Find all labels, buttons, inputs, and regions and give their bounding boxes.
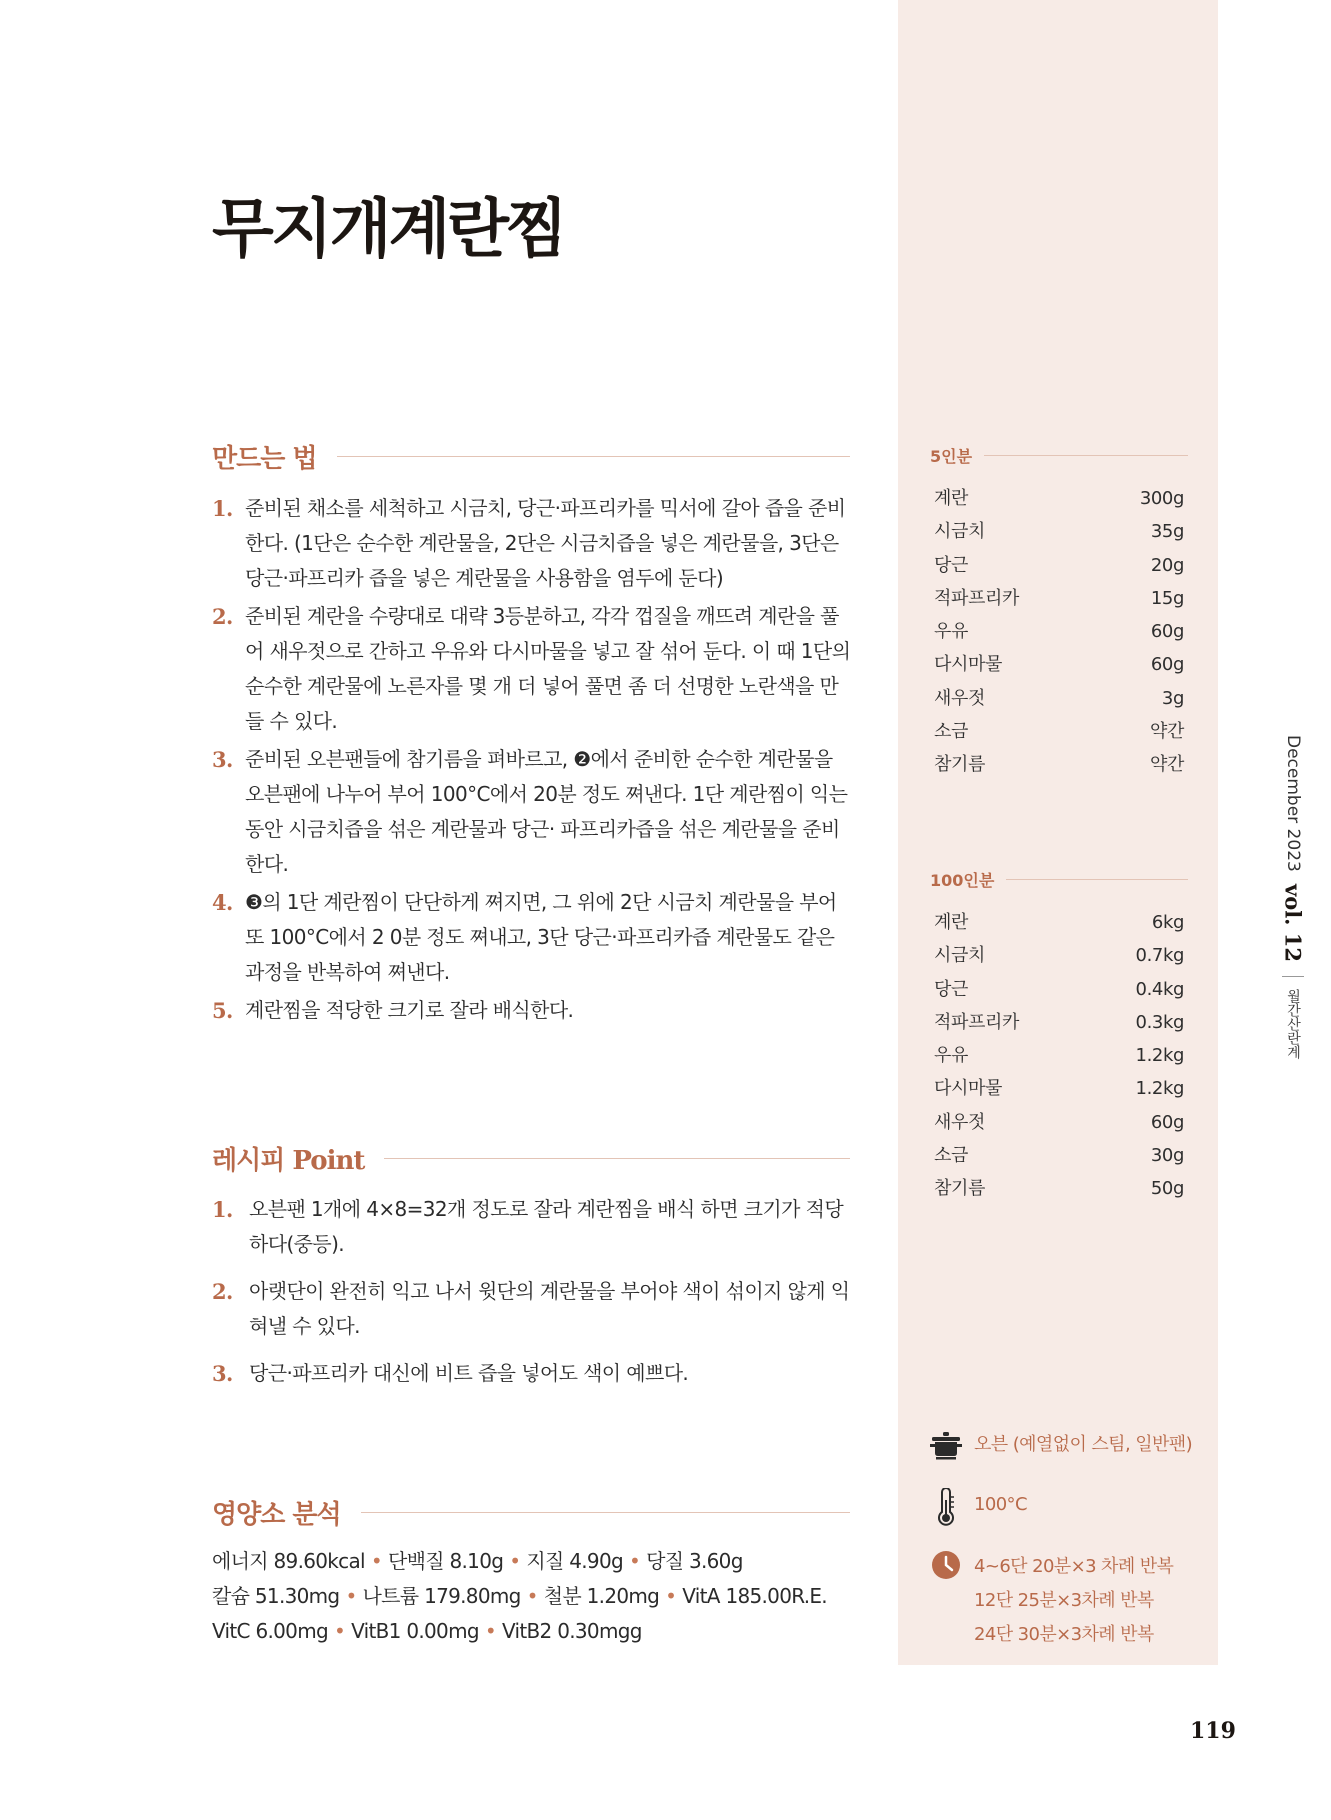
ingredient-name: 시금치 — [934, 945, 985, 967]
ingredient-amount: 15g — [1150, 587, 1184, 609]
ingredient-row — [934, 715, 1184, 748]
serving100-heading: 100인분 — [930, 871, 995, 890]
ingredient-amount: 6kg — [1151, 912, 1184, 933]
ingredient-row — [934, 582, 1184, 615]
point-list — [212, 1192, 852, 1403]
ingredient-row — [934, 1106, 1184, 1139]
method-steps-list — [212, 491, 852, 1031]
ingredient-name: 계란 — [934, 488, 968, 509]
ingredient-row — [934, 1039, 1184, 1072]
item-text: 오븐팬 1개에 4×8=32개 정도로 잘라 계란찜을 배식 하면 크기가 적당하다(중등). — [249, 1197, 844, 1256]
ingredient-row — [934, 648, 1184, 681]
ingredient-name: 다시마물 — [934, 654, 1002, 676]
method-heading: 만드는 법 — [212, 443, 317, 474]
serving100-ingredient-list — [934, 906, 1184, 1206]
recipe-title: 무지개계란찜 — [212, 192, 565, 267]
item-text: ❸의 1단 계란찜이 단단하게 쪄지면, 그 위에 2단 시금치 계란물을 부어 또 100°C에서 2 0분 정도 쪄내고, 3단 당근·파프리카즙 계란물도 같은 과정을 반복하여 쪄낸다. — [245, 890, 837, 984]
ingredient-amount: 1.2kg — [1135, 1078, 1184, 1100]
divider — [361, 1512, 850, 1513]
item-number: 3. — [212, 747, 233, 772]
item-text: 당근·파프리카 대신에 비트 즙을 넣어도 색이 예쁘다. — [249, 1361, 689, 1385]
issue-tag — [1278, 735, 1308, 1059]
item-number: 3. — [212, 1361, 233, 1386]
issue-month-year: December 2023 — [1283, 735, 1303, 872]
item-number: 5. — [212, 998, 233, 1023]
ingredient-row — [934, 973, 1184, 1006]
item-text: 준비된 오븐팬들에 참기름을 펴바르고, ❷에서 준비한 순수한 계란물을 오븐팬에 나누어 부어 100°C에서 20분 정도 쪄낸다. 1단 계란찜이 익는 동안 시금치즙을 섞은 계란물과 당근· 파프리카즙을 섞은 계란물을 준비한다. — [245, 747, 848, 876]
list-item — [212, 1192, 852, 1262]
item-number: 1. — [212, 1197, 233, 1222]
divider — [1282, 976, 1304, 977]
ingredient-row — [934, 615, 1184, 648]
divider — [1006, 879, 1188, 880]
page-number: 119 — [1190, 1718, 1236, 1744]
ingredient-amount: 300g — [1139, 488, 1184, 509]
item-number: 2. — [212, 604, 233, 629]
item-text: 아랫단이 완전히 익고 나서 윗단의 계란물을 부어야 색이 섞이지 않게 익혀낼 수 있다. — [249, 1279, 850, 1338]
list-item — [212, 885, 852, 990]
bullet-separator: • — [345, 1584, 357, 1608]
ingredient-row — [934, 549, 1184, 582]
method-section-header — [212, 436, 850, 476]
magazine-name: 월간산란계 — [1285, 988, 1301, 1059]
ingredient-amount: 60g — [1150, 621, 1184, 643]
temperature-row — [930, 1488, 1027, 1528]
ingredient-row — [934, 1139, 1184, 1172]
nutrition-line — [212, 1614, 872, 1649]
nutrition-facts — [212, 1544, 872, 1649]
ingredient-amount: 60g — [1150, 1111, 1184, 1133]
ingredient-name: 참기름 — [934, 754, 985, 776]
nutrition-section-header — [212, 1492, 850, 1532]
time-line: 12단 25분×3차례 반복 — [974, 1590, 1154, 1611]
nutrient-value: 칼슘 51.30mg — [212, 1584, 340, 1608]
point-section-header — [212, 1138, 850, 1178]
ingredient-amount: 약간 — [1150, 754, 1184, 776]
ingredient-amount: 약간 — [1150, 721, 1184, 743]
ingredient-row — [934, 1006, 1184, 1039]
item-text: 준비된 계란을 수량대로 대략 3등분하고, 각각 껍질을 깨뜨려 계란을 풀어 새우젓으로 간하고 우유와 다시마물을 넣고 잘 섞어 둔다. 이 때 1단의 순수한 계란물에 노른자를 몇 개 더 넣어 풀면 좀 더 선명한 노란색을 만들 수 있다. — [245, 604, 851, 733]
ingredient-amount: 35g — [1150, 521, 1184, 543]
item-number: 2. — [212, 1279, 233, 1304]
nutrition-line — [212, 1544, 872, 1579]
issue-volume: vol. 12 — [1280, 883, 1306, 962]
ingredient-name: 적파프리카 — [934, 587, 1019, 609]
ingredient-row — [934, 906, 1184, 939]
item-text: 계란찜을 적당한 크기로 잘라 배식한다. — [245, 998, 574, 1022]
time-line: 24단 30분×3차례 반복 — [974, 1624, 1154, 1645]
ingredient-amount: 3g — [1161, 687, 1184, 709]
item-text: 준비된 채소를 세척하고 시금치, 당근·파프리카를 믹서에 갈아 즙을 준비한다. (1단은 순수한 계란물을, 2단은 시금치즙을 넣은 계란물을, 3단은 당근·파프리카 즙을 넣은 계란물을 사용함을 염두에 둔다) — [245, 496, 846, 590]
ingredient-name: 참기름 — [934, 1178, 985, 1200]
ingredient-row — [934, 482, 1184, 515]
nutrient-value: 지질 4.90g — [526, 1549, 623, 1573]
ingredient-panel — [898, 0, 1218, 1665]
list-item — [212, 599, 852, 739]
ingredient-row — [934, 682, 1184, 715]
ingredient-amount: 50g — [1150, 1178, 1184, 1200]
nutrient-value: VitB1 0.00mg — [351, 1619, 479, 1643]
nutrient-value: 단백질 8.10g — [387, 1549, 504, 1573]
bullet-separator: • — [665, 1584, 677, 1608]
ingredient-row — [934, 515, 1184, 548]
ingredient-name: 소금 — [934, 721, 968, 743]
thermometer-icon — [930, 1488, 962, 1528]
ingredient-name: 시금치 — [934, 521, 985, 543]
bullet-separator: • — [628, 1549, 641, 1573]
point-heading: 레시피 Point — [212, 1145, 365, 1176]
nutrient-value: VitC 6.00mg — [212, 1619, 328, 1643]
ingredient-amount: 0.4kg — [1135, 978, 1184, 1000]
serving5-ingredient-list — [934, 482, 1184, 782]
ingredient-row — [934, 748, 1184, 781]
list-item — [212, 993, 852, 1028]
ingredient-row — [934, 1172, 1184, 1205]
nutrient-value: 당질 3.60g — [646, 1549, 743, 1573]
serving100-header — [930, 868, 1188, 891]
ingredient-amount: 0.7kg — [1135, 945, 1184, 967]
ingredient-row — [934, 939, 1184, 972]
ingredient-amount: 60g — [1150, 654, 1184, 676]
bullet-separator: • — [370, 1549, 382, 1573]
divider — [337, 456, 850, 457]
ingredient-name: 적파프리카 — [934, 1011, 1019, 1033]
bullet-separator: • — [484, 1619, 496, 1643]
ingredient-name: 소금 — [934, 1145, 968, 1167]
ingredient-name: 새우젓 — [934, 1111, 985, 1133]
ingredient-name: 새우젓 — [934, 687, 985, 709]
list-item — [212, 1356, 852, 1391]
item-number: 1. — [212, 496, 233, 521]
pot-icon — [930, 1428, 962, 1462]
time-line: 4~6단 20분×3 차례 반복 — [974, 1556, 1174, 1577]
item-number: 4. — [212, 890, 233, 915]
divider — [984, 455, 1188, 456]
ingredient-name: 우유 — [934, 621, 968, 643]
nutrient-value: VitB2 0.30mgg — [501, 1619, 642, 1643]
list-item — [212, 742, 852, 882]
bullet-separator: • — [509, 1549, 521, 1573]
ingredient-name: 우유 — [934, 1045, 968, 1067]
bullet-separator: • — [333, 1619, 346, 1643]
equipment-row — [930, 1428, 1192, 1462]
list-item — [212, 491, 852, 596]
ingredient-name: 당근 — [934, 554, 968, 576]
nutrition-line — [212, 1579, 872, 1614]
clock-icon — [930, 1550, 962, 1584]
ingredient-amount: 1.2kg — [1135, 1045, 1184, 1067]
ingredient-name: 당근 — [934, 978, 968, 1000]
ingredient-amount: 20g — [1150, 554, 1184, 576]
equipment-text: 오븐 (예열없이 스팀, 일반팬) — [974, 1434, 1192, 1455]
serving5-heading: 5인분 — [930, 447, 973, 466]
ingredient-amount: 0.3kg — [1135, 1011, 1184, 1033]
nutrient-value: VitA 185.00R.E. — [682, 1584, 827, 1608]
ingredient-amount: 30g — [1150, 1145, 1184, 1167]
ingredient-row — [934, 1072, 1184, 1105]
bullet-separator: • — [526, 1584, 538, 1608]
divider — [384, 1158, 850, 1159]
ingredient-name: 계란 — [934, 912, 968, 933]
list-item — [212, 1274, 852, 1344]
nutrient-value: 에너지 89.60kcal — [212, 1549, 365, 1573]
time-row — [930, 1550, 1173, 1652]
serving5-header — [930, 444, 1188, 467]
nutrient-value: 나트륨 179.80mg — [362, 1584, 521, 1608]
temperature-text: 100°C — [974, 1494, 1027, 1515]
nutrition-heading: 영양소 분석 — [212, 1499, 341, 1530]
nutrient-value: 철분 1.20mg — [543, 1584, 660, 1608]
time-lines — [974, 1550, 1173, 1652]
ingredient-name: 다시마물 — [934, 1078, 1002, 1100]
